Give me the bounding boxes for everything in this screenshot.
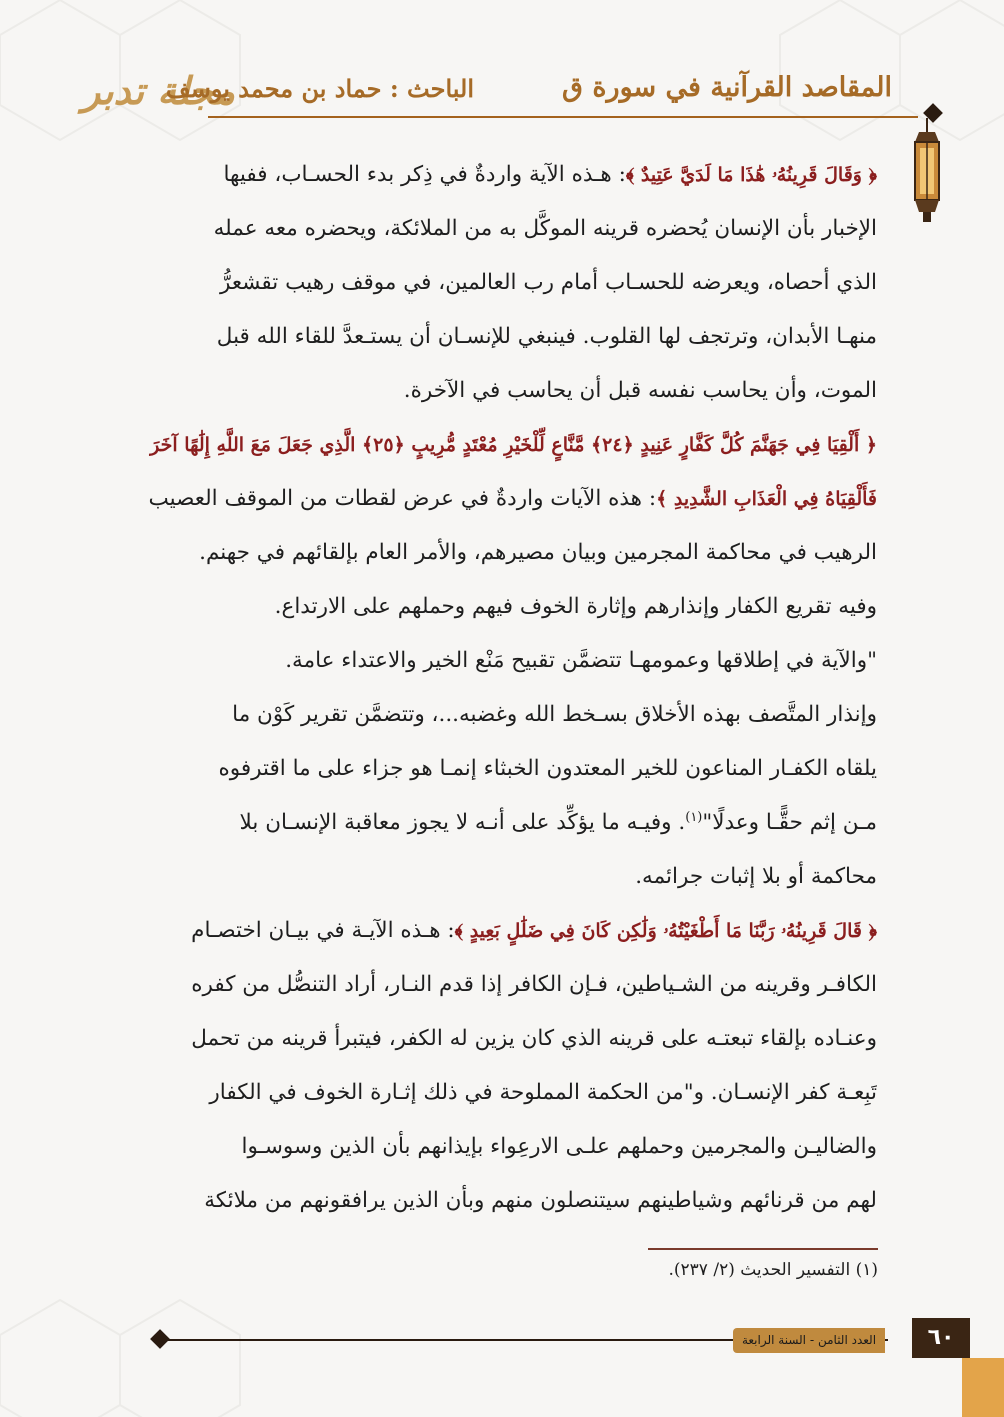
article-body (140, 148, 877, 1228)
issue-label: العدد الثامن - السنة الرابعة (733, 1328, 885, 1353)
quran-verse: ﴿ وَقَالَ قَرِينُهُۥ هَٰذَا مَا لَدَيَّ عَتِيدٌ ﴾ (625, 164, 877, 186)
journal-logo: مجلة تدبر (82, 68, 236, 113)
lantern-icon (909, 118, 945, 228)
text-line (140, 148, 877, 202)
text-line: الموت، وأن يحاسب نفسه قبل أن يحاسب في الآخرة. (403, 378, 877, 403)
text-line: الكافـر وقرينه من الشـياطين، فـإن الكافر إذا قدم النـار، أراد التنصُّل من كفره (191, 972, 877, 997)
line-text: . وفيـه ما يؤكِّد على أنـه لا يجوز معاقبة الإنسـان بلا (239, 810, 686, 835)
text-line: وعنـاده بإلقاء تبعتـه على قرينه الذي كان يزين له الكفر، فيتبرأ قرينه من تحمل (191, 1026, 877, 1051)
footnote: (١) التفسير الحديث (٢/ ٢٣٧). (668, 1260, 878, 1280)
header-author: الباحث : حماد بن محمد يوسف (165, 74, 474, 103)
text-line (140, 904, 877, 958)
quran-verse: ﴿ أَلْقِيَا فِي جَهَنَّمَ كُلَّ كَفَّارٍ عَنِيدٍ ﴿٢٤﴾ مَّنَّاعٍ لِّلْخَيْرِ مُعْتَدٍ مُّرِيبٍ ﴿٢٥﴾ الَّذِي جَعَلَ مَعَ اللَّهِ إِلَٰهًا آخَرَ (150, 434, 877, 456)
text-line: الرهيب في محاكمة المجرمين وبيان مصيرهم، والأمر العام بإلقائهم في جهنم. (199, 540, 877, 565)
corner-accent (962, 1358, 1004, 1417)
page-number: ٦٠ (912, 1318, 970, 1358)
line-text: : هذه الآيات واردةٌ في عرض لقطات من الموقف العصيب (148, 486, 657, 511)
text-line: محاكمة أو بلا إثبات جرائمه. (635, 864, 877, 889)
text-line: يلقاه الكفـار المناعون للخير المعتدون الخبثاء إنمـا هو جزاء على ما اقترفوه (218, 756, 877, 781)
text-line: الإخبار بأن الإنسان يُحضره قرينه الموكَّل به من الملائكة، ويحضره معه عمله (213, 216, 877, 241)
text-line: وإنذار المتَّصف بهذه الأخلاق بسـخط الله وغضبه...، وتتضمَّن تقرير كَوْن ما (232, 702, 877, 727)
footnote-divider (648, 1248, 878, 1250)
footnote-reference[interactable]: (١) (685, 809, 703, 825)
line-text: مـن إثم حقًّـا وعدلًا" (702, 810, 877, 835)
quran-verse: ﴿ قَالَ قَرِينُهُۥ رَبَّنَا مَا أَطْغَيْتُهُۥ وَلَٰكِن كَانَ فِي ضَلَٰلٍ بَعِيدٍ ﴾ (454, 920, 877, 942)
text-line: تَبِعـة كفر الإنسـان. و"من الحكمة المملوحة في ذلك إثـارة الخوف في الكفار (209, 1080, 877, 1105)
text-line: "والآية في إطلاقها وعمومهـا تتضمَّن تقبيح مَنْع الخير والاعتداء عامة. (285, 648, 877, 673)
quran-verse: فَأَلْقِيَاهُ فِي الْعَذَابِ الشَّدِيدِ ﴾ (656, 488, 877, 510)
text-line: الذي أحصاه، ويعرضه للحسـاب أمام رب العالمين، في موقف رهيب تقشعرُّ (220, 270, 877, 295)
text-line: منهـا الأبدان، وترتجف لها القلوب. فينبغي للإنسـان أن يستـعدَّ للقاء الله قبل (216, 324, 877, 349)
text-line (140, 472, 877, 526)
text-line: لهم من قرنائهم وشياطينهم سيتنصلون منهم وبأن الذين يرافقونهم من ملائكة (204, 1188, 877, 1213)
text-line (140, 418, 877, 472)
text-line: والضاليـن والمجرمين وحملهم علـى الارعِواء بإيذانهم بأن الذين وسوسـوا (241, 1134, 877, 1159)
text-line (140, 796, 877, 850)
text-line: وفيه تقريع الكفار وإنذارهم وإثارة الخوف فيهم وحملهم على الارتداع. (274, 594, 877, 619)
header-rule (208, 116, 918, 118)
line-text: : هـذه الآية واردةٌ في ذِكر بدء الحسـاب، ففيها (223, 162, 626, 187)
header-title: المقاصد القرآنية في سورة ق (562, 72, 892, 103)
line-text: : هـذه الآيـة في بيـان اختصـام (191, 918, 455, 943)
